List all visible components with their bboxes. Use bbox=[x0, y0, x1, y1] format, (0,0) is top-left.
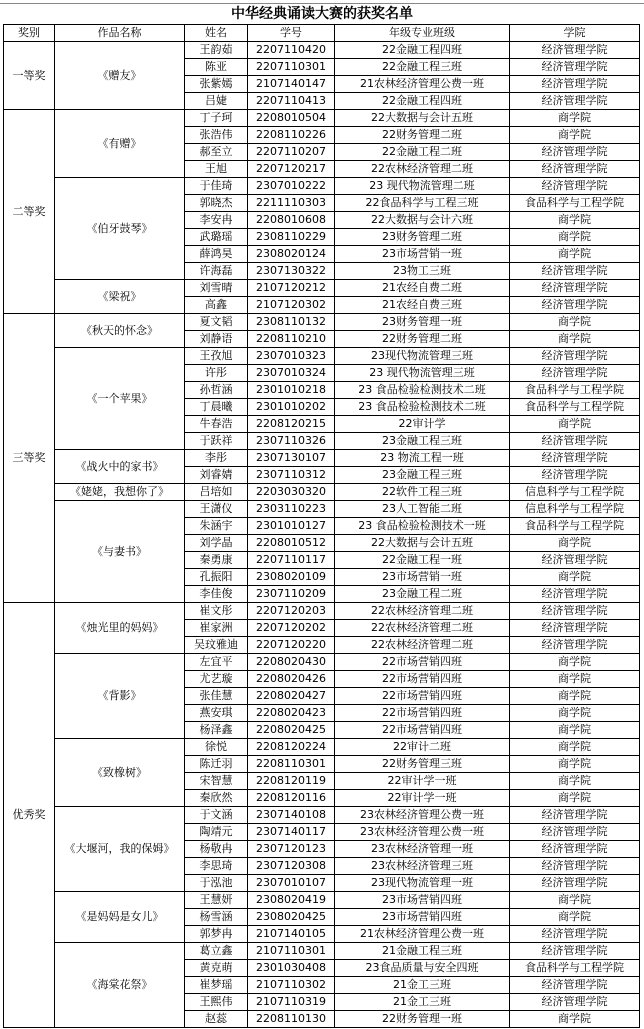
class-cell: 22农林经济管理二班 bbox=[335, 161, 510, 178]
college-cell: 经济管理学院 bbox=[510, 450, 640, 467]
work-title-cell: 《与妻书》 bbox=[55, 501, 185, 603]
student-id-cell: 2207120220 bbox=[248, 637, 335, 654]
name-cell: 许海磊 bbox=[185, 263, 248, 280]
work-title-cell: 《梁祝》 bbox=[55, 280, 185, 314]
class-cell: 22金融工程二班 bbox=[335, 144, 510, 161]
name-cell: 杨敬冉 bbox=[185, 841, 248, 858]
class-cell: 22市场营销四班 bbox=[335, 654, 510, 671]
name-cell: 刘静语 bbox=[185, 331, 248, 348]
student-id-cell: 2208110210 bbox=[248, 331, 335, 348]
table-row bbox=[4, 42, 640, 59]
class-cell: 22金融工程三班 bbox=[335, 59, 510, 76]
name-cell: 吴玟雅迪 bbox=[185, 637, 248, 654]
student-id-cell: 2208110130 bbox=[248, 1011, 335, 1028]
student-id-cell: 2308020109 bbox=[248, 569, 335, 586]
name-cell: 刘睿婧 bbox=[185, 467, 248, 484]
table-row bbox=[4, 450, 640, 467]
student-id-cell: 2307120123 bbox=[248, 841, 335, 858]
class-cell: 22大数据与会计六班 bbox=[335, 212, 510, 229]
student-id-cell: 2208020430 bbox=[248, 654, 335, 671]
class-cell: 23农林经济管理一班 bbox=[335, 841, 510, 858]
student-id-cell: 2301030408 bbox=[248, 960, 335, 977]
name-cell: 徐悦 bbox=[185, 739, 248, 756]
college-cell: 商学院 bbox=[510, 331, 640, 348]
class-cell: 23 现代物流管理三班 bbox=[335, 365, 510, 382]
student-id-cell: 2307110209 bbox=[248, 586, 335, 603]
name-cell: 左宜平 bbox=[185, 654, 248, 671]
college-cell: 经济管理学院 bbox=[510, 875, 640, 892]
college-cell: 商学院 bbox=[510, 212, 640, 229]
student-id-cell: 2303110223 bbox=[248, 501, 335, 518]
college-cell: 商学院 bbox=[510, 671, 640, 688]
student-id-cell: 2301010127 bbox=[248, 518, 335, 535]
college-cell: 食品科学与工程学院 bbox=[510, 960, 640, 977]
class-cell: 23金融工程二班 bbox=[335, 586, 510, 603]
table-row bbox=[4, 943, 640, 960]
work-title-cell: 《烛光里的妈妈》 bbox=[55, 603, 185, 654]
name-cell: 黄克萌 bbox=[185, 960, 248, 977]
name-cell: 陈亚 bbox=[185, 59, 248, 76]
name-cell: 李彤 bbox=[185, 450, 248, 467]
work-title-cell: 《海棠花祭》 bbox=[55, 943, 185, 1028]
college-cell: 商学院 bbox=[510, 246, 640, 263]
college-cell: 经济管理学院 bbox=[510, 348, 640, 365]
header-award: 奖别 bbox=[4, 25, 55, 42]
student-id-cell: 2301010202 bbox=[248, 399, 335, 416]
college-cell: 经济管理学院 bbox=[510, 467, 640, 484]
name-cell: 刘学晶 bbox=[185, 535, 248, 552]
class-cell: 22农林经济管理二班 bbox=[335, 603, 510, 620]
name-cell: 王潇仪 bbox=[185, 501, 248, 518]
class-cell: 22财务管理三班 bbox=[335, 756, 510, 773]
student-id-cell: 2208110226 bbox=[248, 127, 335, 144]
class-cell: 22市场营销四班 bbox=[335, 722, 510, 739]
college-cell: 经济管理学院 bbox=[510, 807, 640, 824]
header-name: 姓名 bbox=[185, 25, 248, 42]
student-id-cell: 2208120224 bbox=[248, 739, 335, 756]
class-cell: 22食品科学与工程三班 bbox=[335, 195, 510, 212]
class-cell: 22审计学 bbox=[335, 416, 510, 433]
college-cell: 经济管理学院 bbox=[510, 144, 640, 161]
name-cell: 王孜旭 bbox=[185, 348, 248, 365]
name-cell: 丁子珂 bbox=[185, 110, 248, 127]
college-cell: 信息科学与工程学院 bbox=[510, 484, 640, 501]
college-cell: 经济管理学院 bbox=[510, 59, 640, 76]
class-cell: 23现代物流管理一班 bbox=[335, 875, 510, 892]
student-id-cell: 2308020419 bbox=[248, 892, 335, 909]
name-cell: 李安冉 bbox=[185, 212, 248, 229]
name-cell: 于跃祥 bbox=[185, 433, 248, 450]
name-cell: 崔家洲 bbox=[185, 620, 248, 637]
student-id-cell: 2307010324 bbox=[248, 365, 335, 382]
name-cell: 于文涵 bbox=[185, 807, 248, 824]
class-cell: 23市场营销一班 bbox=[335, 569, 510, 586]
name-cell: 武璐瑶 bbox=[185, 229, 248, 246]
name-cell: 赵蕊 bbox=[185, 1011, 248, 1028]
class-cell: 23 食品检验检测技术一班 bbox=[335, 518, 510, 535]
class-cell: 22审计二班 bbox=[335, 739, 510, 756]
name-cell: 王旭 bbox=[185, 161, 248, 178]
class-cell: 23市场营销一班 bbox=[335, 246, 510, 263]
name-cell: 张紫嫣 bbox=[185, 76, 248, 93]
student-id-cell: 2207120202 bbox=[248, 620, 335, 637]
class-cell: 21金工三班 bbox=[335, 977, 510, 994]
award-table-body bbox=[4, 25, 640, 1028]
class-cell: 22财务管理二班 bbox=[335, 127, 510, 144]
class-cell: 23人工智能二班 bbox=[335, 501, 510, 518]
class-cell: 21农林经济管理公费一班 bbox=[335, 926, 510, 943]
name-cell: 杨泽鑫 bbox=[185, 722, 248, 739]
name-cell: 尤艺璇 bbox=[185, 671, 248, 688]
college-cell: 经济管理学院 bbox=[510, 994, 640, 1011]
student-id-cell: 2208010504 bbox=[248, 110, 335, 127]
student-id-cell: 2301010218 bbox=[248, 382, 335, 399]
name-cell: 郝至立 bbox=[185, 144, 248, 161]
name-cell: 吕培如 bbox=[185, 484, 248, 501]
name-cell: 燕安琪 bbox=[185, 705, 248, 722]
student-id-cell: 2211110303 bbox=[248, 195, 335, 212]
college-cell: 商学院 bbox=[510, 1011, 640, 1028]
name-cell: 崔梦瑶 bbox=[185, 977, 248, 994]
class-cell: 23金融工程三班 bbox=[335, 433, 510, 450]
name-cell: 葛立鑫 bbox=[185, 943, 248, 960]
student-id-cell: 2207110117 bbox=[248, 552, 335, 569]
student-id-cell: 2307110326 bbox=[248, 433, 335, 450]
college-cell: 商学院 bbox=[510, 229, 640, 246]
name-cell: 王熙伟 bbox=[185, 994, 248, 1011]
student-id-cell: 2308110132 bbox=[248, 314, 335, 331]
college-cell: 经济管理学院 bbox=[510, 926, 640, 943]
name-cell: 郭梦冉 bbox=[185, 926, 248, 943]
student-id-cell: 2207110413 bbox=[248, 93, 335, 110]
table-row bbox=[4, 110, 640, 127]
name-cell: 郭晓杰 bbox=[185, 195, 248, 212]
college-cell: 经济管理学院 bbox=[510, 280, 640, 297]
student-id-cell: 2308020124 bbox=[248, 246, 335, 263]
class-cell: 22大数据与会计五班 bbox=[335, 110, 510, 127]
award-cell: 三等奖 bbox=[4, 314, 55, 603]
college-cell: 经济管理学院 bbox=[510, 977, 640, 994]
college-cell: 经济管理学院 bbox=[510, 93, 640, 110]
table-row bbox=[4, 501, 640, 518]
college-cell: 商学院 bbox=[510, 127, 640, 144]
college-cell: 经济管理学院 bbox=[510, 841, 640, 858]
student-id-cell: 2307010222 bbox=[248, 178, 335, 195]
college-cell: 商学院 bbox=[510, 722, 640, 739]
student-id-cell: 2207110207 bbox=[248, 144, 335, 161]
college-cell: 食品科学与工程学院 bbox=[510, 399, 640, 416]
college-cell: 食品科学与工程学院 bbox=[510, 382, 640, 399]
page-title: 中华经典诵读大赛的获奖名单 bbox=[231, 6, 413, 22]
table-row bbox=[4, 348, 640, 365]
work-title-cell: 《一个苹果》 bbox=[55, 348, 185, 450]
class-cell: 22市场营销四班 bbox=[335, 688, 510, 705]
college-cell: 经济管理学院 bbox=[510, 263, 640, 280]
header-student-id: 学号 bbox=[248, 25, 335, 42]
award-cell: 优秀奖 bbox=[4, 603, 55, 1028]
name-cell: 牛春浩 bbox=[185, 416, 248, 433]
work-title-cell: 《姥姥，我想你了》 bbox=[55, 484, 185, 501]
student-id-cell: 2107110319 bbox=[248, 994, 335, 1011]
class-cell: 23 食品检验检测技术二班 bbox=[335, 399, 510, 416]
college-cell: 经济管理学院 bbox=[510, 178, 640, 195]
student-id-cell: 2208020425 bbox=[248, 722, 335, 739]
student-id-cell: 2107110302 bbox=[248, 977, 335, 994]
table-row bbox=[4, 807, 640, 824]
college-cell: 商学院 bbox=[510, 790, 640, 807]
name-cell: 薛鸿昊 bbox=[185, 246, 248, 263]
student-id-cell: 2307110312 bbox=[248, 467, 335, 484]
student-id-cell: 2208120215 bbox=[248, 416, 335, 433]
student-id-cell: 2208120116 bbox=[248, 790, 335, 807]
college-cell: 商学院 bbox=[510, 756, 640, 773]
college-cell: 经济管理学院 bbox=[510, 552, 640, 569]
college-cell: 经济管理学院 bbox=[510, 824, 640, 841]
college-cell: 商学院 bbox=[510, 688, 640, 705]
work-title-cell: 《伯牙鼓琴》 bbox=[55, 178, 185, 280]
work-title-cell: 《秋天的怀念》 bbox=[55, 314, 185, 348]
name-cell: 张浩伟 bbox=[185, 127, 248, 144]
class-cell: 22金融工程四班 bbox=[335, 93, 510, 110]
class-cell: 22审计学一班 bbox=[335, 790, 510, 807]
student-id-cell: 2207110420 bbox=[248, 42, 335, 59]
award-cell: 一等奖 bbox=[4, 42, 55, 110]
college-cell: 商学院 bbox=[510, 416, 640, 433]
college-cell: 商学院 bbox=[510, 909, 640, 926]
college-cell: 经济管理学院 bbox=[510, 943, 640, 960]
student-id-cell: 2307140108 bbox=[248, 807, 335, 824]
table-row bbox=[4, 178, 640, 195]
college-cell: 食品科学与工程学院 bbox=[510, 195, 640, 212]
name-cell: 陶靖元 bbox=[185, 824, 248, 841]
name-cell: 吕婕 bbox=[185, 93, 248, 110]
work-title-cell: 《战火中的家书》 bbox=[55, 450, 185, 484]
class-cell: 23市场营销四班 bbox=[335, 909, 510, 926]
student-id-cell: 2208010608 bbox=[248, 212, 335, 229]
student-id-cell: 2307140117 bbox=[248, 824, 335, 841]
table-row bbox=[4, 314, 640, 331]
college-cell: 经济管理学院 bbox=[510, 76, 640, 93]
table-row bbox=[4, 280, 640, 297]
student-id-cell: 2307120308 bbox=[248, 858, 335, 875]
college-cell: 经济管理学院 bbox=[510, 42, 640, 59]
work-title-cell: 《大堰河，我的保姆》 bbox=[55, 807, 185, 892]
class-cell: 23现代物流管理三班 bbox=[335, 348, 510, 365]
college-cell: 经济管理学院 bbox=[510, 603, 640, 620]
college-cell: 经济管理学院 bbox=[510, 620, 640, 637]
name-cell: 夏文韬 bbox=[185, 314, 248, 331]
student-id-cell: 2207110301 bbox=[248, 59, 335, 76]
name-cell: 许彤 bbox=[185, 365, 248, 382]
student-id-cell: 2208010512 bbox=[248, 535, 335, 552]
class-cell: 23农林经济管理三班 bbox=[335, 858, 510, 875]
name-cell: 陈迁羽 bbox=[185, 756, 248, 773]
student-id-cell: 2208120119 bbox=[248, 773, 335, 790]
college-cell: 商学院 bbox=[510, 739, 640, 756]
college-cell: 商学院 bbox=[510, 654, 640, 671]
class-cell: 23 食品检验检测技术二班 bbox=[335, 382, 510, 399]
class-cell: 23市场营销四班 bbox=[335, 892, 510, 909]
class-cell: 23 现代物流管理二班 bbox=[335, 178, 510, 195]
student-id-cell: 2207120203 bbox=[248, 603, 335, 620]
header-college: 学院 bbox=[510, 25, 640, 42]
name-cell: 王慧妍 bbox=[185, 892, 248, 909]
class-cell: 23农林经济管理公费一班 bbox=[335, 807, 510, 824]
student-id-cell: 2307010107 bbox=[248, 875, 335, 892]
student-id-cell: 2207120217 bbox=[248, 161, 335, 178]
name-cell: 王韵茹 bbox=[185, 42, 248, 59]
class-cell: 21金融工程三班 bbox=[335, 943, 510, 960]
table-row bbox=[4, 739, 640, 756]
college-cell: 商学院 bbox=[510, 892, 640, 909]
student-id-cell: 2107140105 bbox=[248, 926, 335, 943]
name-cell: 秦欣然 bbox=[185, 790, 248, 807]
class-cell: 23财务管理一班 bbox=[335, 314, 510, 331]
student-id-cell: 2203030320 bbox=[248, 484, 335, 501]
class-cell: 23农林经济管理公费一班 bbox=[335, 824, 510, 841]
class-cell: 22软件工程三班 bbox=[335, 484, 510, 501]
college-cell: 商学院 bbox=[510, 773, 640, 790]
class-cell: 22金融工程四班 bbox=[335, 42, 510, 59]
name-cell: 于佳琦 bbox=[185, 178, 248, 195]
name-cell: 朱涵宇 bbox=[185, 518, 248, 535]
name-cell: 李思琦 bbox=[185, 858, 248, 875]
college-cell: 商学院 bbox=[510, 110, 640, 127]
student-id-cell: 2107140147 bbox=[248, 76, 335, 93]
name-cell: 杨雪涵 bbox=[185, 909, 248, 926]
work-title-cell: 《有赠》 bbox=[55, 110, 185, 178]
table-row bbox=[4, 892, 640, 909]
class-cell: 22农林经济管理二班 bbox=[335, 637, 510, 654]
work-title-cell: 《致橡树》 bbox=[55, 739, 185, 807]
class-cell: 22金融工程一班 bbox=[335, 552, 510, 569]
work-title-cell: 《赠友》 bbox=[55, 42, 185, 110]
college-cell: 经济管理学院 bbox=[510, 586, 640, 603]
college-cell: 经济管理学院 bbox=[510, 858, 640, 875]
header-row bbox=[4, 25, 640, 42]
class-cell: 21农经自费二班 bbox=[335, 280, 510, 297]
student-id-cell: 2107110301 bbox=[248, 943, 335, 960]
table-row bbox=[4, 603, 640, 620]
work-title-cell: 《背影》 bbox=[55, 654, 185, 739]
header-class: 年级专业班级 bbox=[335, 25, 510, 42]
name-cell: 崔文彤 bbox=[185, 603, 248, 620]
name-cell: 李佳俊 bbox=[185, 586, 248, 603]
class-cell: 23 物流工程一班 bbox=[335, 450, 510, 467]
table-row bbox=[4, 484, 640, 501]
student-id-cell: 2308020425 bbox=[248, 909, 335, 926]
class-cell: 21农经自费三班 bbox=[335, 297, 510, 314]
college-cell: 经济管理学院 bbox=[510, 161, 640, 178]
name-cell: 宋智慧 bbox=[185, 773, 248, 790]
class-cell: 22财务管理一班 bbox=[335, 1011, 510, 1028]
class-cell: 23物工三班 bbox=[335, 263, 510, 280]
name-cell: 孙哲涵 bbox=[185, 382, 248, 399]
name-cell: 张佳慧 bbox=[185, 688, 248, 705]
class-cell: 21农林经济管理公费一班 bbox=[335, 76, 510, 93]
college-cell: 经济管理学院 bbox=[510, 365, 640, 382]
student-id-cell: 2307130107 bbox=[248, 450, 335, 467]
student-id-cell: 2307130322 bbox=[248, 263, 335, 280]
student-id-cell: 2208020427 bbox=[248, 688, 335, 705]
class-cell: 23金融工程三班 bbox=[335, 467, 510, 484]
class-cell: 22财务管理二班 bbox=[335, 331, 510, 348]
college-cell: 信息科学与工程学院 bbox=[510, 501, 640, 518]
student-id-cell: 2107120212 bbox=[248, 280, 335, 297]
college-cell: 商学院 bbox=[510, 569, 640, 586]
work-title-cell: 《是妈妈是女儿》 bbox=[55, 892, 185, 943]
student-id-cell: 2107120302 bbox=[248, 297, 335, 314]
student-id-cell: 2307010323 bbox=[248, 348, 335, 365]
college-cell: 食品科学与工程学院 bbox=[510, 518, 640, 535]
table-row bbox=[4, 654, 640, 671]
name-cell: 丁晨曦 bbox=[185, 399, 248, 416]
college-cell: 商学院 bbox=[510, 535, 640, 552]
name-cell: 于泓池 bbox=[185, 875, 248, 892]
header-work: 作品名称 bbox=[55, 25, 185, 42]
name-cell: 孔振阳 bbox=[185, 569, 248, 586]
class-cell: 22大数据与会计五班 bbox=[335, 535, 510, 552]
class-cell: 22农林经济管理二班 bbox=[335, 620, 510, 637]
class-cell: 22市场营销四班 bbox=[335, 671, 510, 688]
student-id-cell: 2208020423 bbox=[248, 705, 335, 722]
class-cell: 21金工三班 bbox=[335, 994, 510, 1011]
class-cell: 23财务管理二班 bbox=[335, 229, 510, 246]
student-id-cell: 2208110301 bbox=[248, 756, 335, 773]
college-cell: 经济管理学院 bbox=[510, 433, 640, 450]
college-cell: 商学院 bbox=[510, 705, 640, 722]
college-cell: 商学院 bbox=[510, 314, 640, 331]
class-cell: 22审计学一班 bbox=[335, 773, 510, 790]
class-cell: 22市场营销四班 bbox=[335, 705, 510, 722]
student-id-cell: 2308110229 bbox=[248, 229, 335, 246]
name-cell: 刘雪晴 bbox=[185, 280, 248, 297]
award-table bbox=[3, 24, 640, 1028]
student-id-cell: 2208020426 bbox=[248, 671, 335, 688]
name-cell: 高鑫 bbox=[185, 297, 248, 314]
award-cell: 二等奖 bbox=[4, 110, 55, 314]
name-cell: 秦勇康 bbox=[185, 552, 248, 569]
class-cell: 23食品质量与安全四班 bbox=[335, 960, 510, 977]
college-cell: 经济管理学院 bbox=[510, 297, 640, 314]
college-cell: 经济管理学院 bbox=[510, 637, 640, 654]
